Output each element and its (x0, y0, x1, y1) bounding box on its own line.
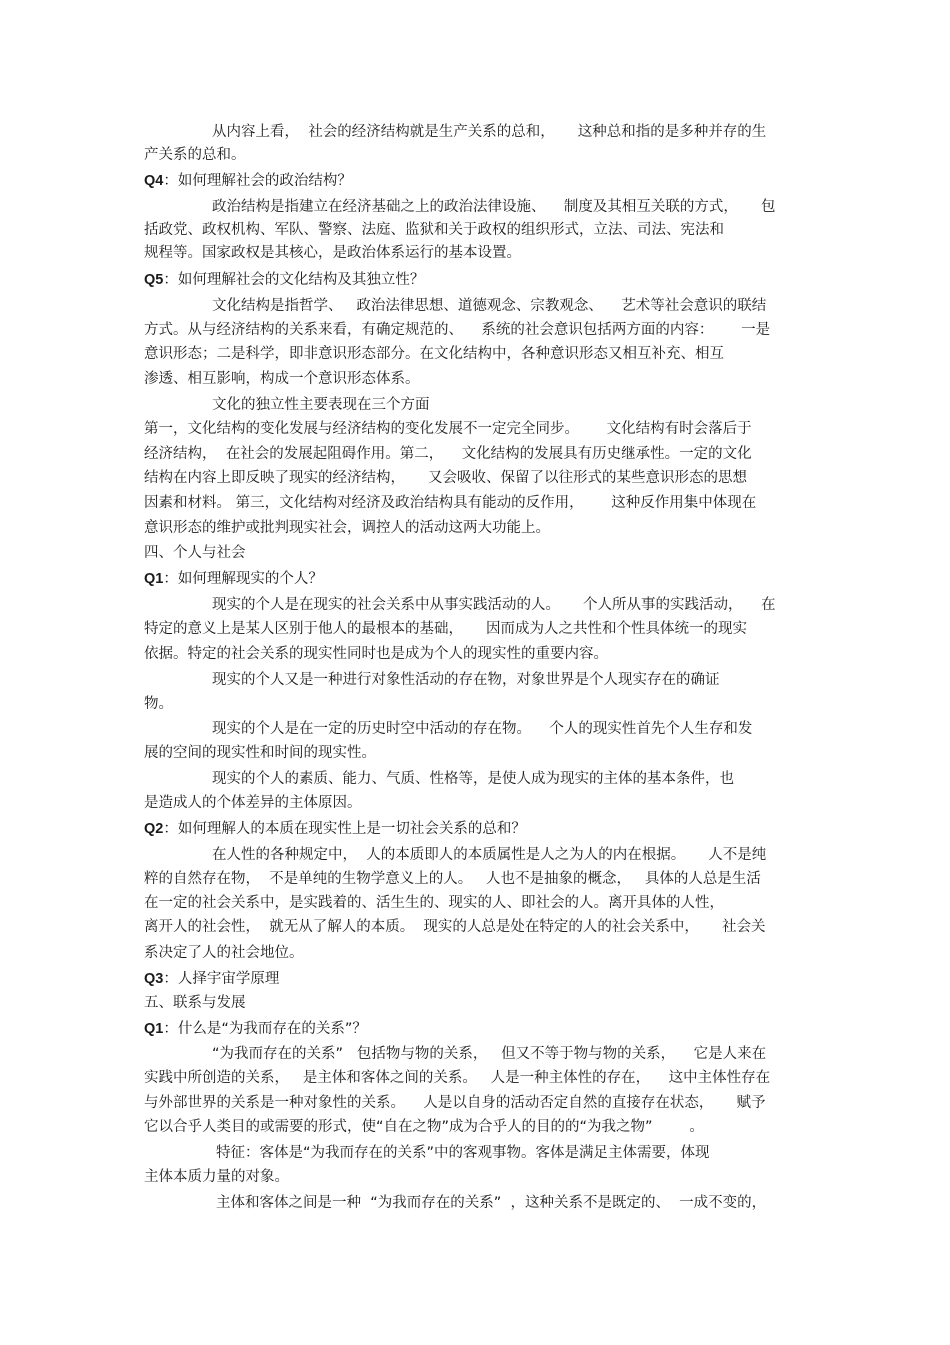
question-label: Q1 (144, 571, 164, 587)
paragraph-line: 意识形态的维护或批判现实社会，调控人的活动这两大功能上。 (144, 520, 550, 536)
paragraph-line: 在一定的社会关系中，是实践着的、活生生的、现实的人、即社会的人。离开具体的人性， (144, 895, 724, 911)
paragraph-line: 展的空间的现实性和时间的现实性。 (144, 745, 376, 761)
paragraph-line: 现实的个人是在一定的历史时空中活动的存在物。 个人的现实性首先个人生存和发 (212, 721, 753, 737)
paragraph-line: 实践中所创造的关系， 是主体和客体之间的关系。 人是一种主体性的存在， 这中主体性存在 (144, 1070, 771, 1086)
question-separator: ： (163, 272, 178, 288)
paragraph-line: 文化的独立性主要表现在三个方面 (212, 397, 430, 413)
section-heading: 五、联系与发展 (144, 995, 246, 1011)
question-label: Q2 (144, 821, 164, 837)
paragraph-line: 粹的自然存在物， 不是单纯的生物学意义上的人。 人也不是抽象的概念， 具体的人总是生活 (144, 871, 761, 887)
question-text: 如何理解现实的个人？ (177, 571, 323, 587)
question-heading (144, 970, 279, 988)
question-label: Q1 (144, 1021, 164, 1037)
paragraph-line: 方式。从与经济结构的关系来看，有确定规范的、 系统的社会意识包括两方面的内容： 一是 (144, 322, 771, 338)
paragraph-line: 特定的意义上是某人区别于他人的最根本的基础， 因而成为人之共性和个性具体统一的现实 (144, 621, 748, 637)
paragraph-line: 现实的个人又是一种进行对象性活动的存在物，对象世界是个人现实存在的确证 (212, 672, 720, 688)
question-heading (144, 1020, 367, 1038)
question-text: 如何理解人的本质在现实性上是一切社会关系的总和？ (177, 821, 526, 837)
question-text: 什么是“为我而存在的关系”？ (177, 1021, 367, 1037)
question-separator: ： (163, 821, 178, 837)
paragraph-line: 文化结构是指哲学、 政治法律思想、道德观念、宗教观念、 艺术等社会意识的联结 (212, 298, 767, 314)
paragraph-line: 依据。特定的社会关系的现实性同时也是成为个人的现实性的重要内容。 (144, 646, 608, 662)
paragraph-line: “为我而存在的关系” 包括物与物的关系， 但又不等于物与物的关系， 它是人来在 (212, 1046, 767, 1062)
question-heading (144, 820, 526, 838)
question-heading (144, 172, 352, 190)
paragraph-line: 结构在内容上即反映了现实的经济结构， 又会吸收、保留了以往形式的某些意识形态的思想 (144, 470, 748, 486)
paragraph-line: 渗透、相互影响，构成一个意识形态体系。 (144, 371, 420, 387)
question-separator: ： (163, 1021, 178, 1037)
question-heading (144, 570, 323, 588)
question-separator: ： (163, 971, 178, 987)
question-text: 如何理解社会的文化结构及其独立性？ (177, 272, 425, 288)
paragraph-line: 主体和客体之间是一种 “为我而存在的关系” ，这种关系不是既定的、 一成不变的， (216, 1195, 767, 1211)
question-label: Q4 (144, 173, 164, 189)
question-label: Q5 (144, 272, 164, 288)
question-label: Q3 (144, 971, 164, 987)
paragraph-line: 规程等。国家政权是其核心，是政治体系运行的基本设置。 (144, 245, 521, 261)
question-heading (144, 271, 424, 289)
paragraph-line: 现实的个人是在现实的社会关系中从事实践活动的人。 个人所从事的实践活动， 在 (212, 597, 776, 613)
question-separator: ： (163, 571, 178, 587)
section-heading: 四、个人与社会 (144, 545, 246, 561)
question-text: 人择宇宙学原理 (177, 971, 280, 987)
paragraph-line: 因素和材料。 第三，文化结构对经济及政治结构具有能动的反作用， 这种反作用集中体现在 (144, 495, 757, 511)
paragraph-line: 与外部世界的关系是一种对象性的关系。 人是以自身的活动否定自然的直接存在状态， 赋予 (144, 1095, 766, 1111)
paragraph-line: 在人性的各种规定中， 人的本质即人的本质属性是人之为人的内在根据。 人不是纯 (212, 847, 767, 863)
paragraph-line: 括政党、政权机构、军队、警察、法庭、监狱和关于政权的组织形式，立法、司法、宪法和 (144, 222, 724, 238)
paragraph-line: 现实的个人的素质、能力、气质、性格等，是使人成为现实的主体的基本条件，也 (212, 771, 734, 787)
question-text: 如何理解社会的政治结构？ (177, 173, 352, 189)
paragraph-line: 物。 (144, 696, 173, 712)
paragraph-line: 意识形态；二是科学，即非意识形态部分。在文化结构中，各种意识形态又相互补充、相互 (144, 346, 724, 362)
question-separator: ： (163, 173, 178, 189)
paragraph-line: 经济结构， 在社会的发展起阻碍作用。第二， 文化结构的发展具有历史继承性。一定的文化 (144, 446, 752, 462)
paragraph-line: 从内容上看， 社会的经济结构就是生产关系的总和， 这种总和指的是多种并存的生 (212, 124, 767, 140)
paragraph-line: 离开人的社会性， 就无从了解人的本质。 现实的人总是处在特定的人的社会关系中， 社会关 (144, 919, 766, 935)
paragraph-line: 主体本质力量的对象。 (144, 1169, 289, 1185)
paragraph-line: 它以合乎人类目的或需要的形式，使“自在之物”成为合乎人的目的的“为我之物” 。 (144, 1119, 704, 1135)
paragraph-line: 政治结构是指建立在经济基础之上的政治法律设施、 制度及其相互关联的方式， 包 (212, 199, 776, 215)
paragraph-line: 是造成人的个体差异的主体原因。 (144, 795, 362, 811)
paragraph-line: 第一，文化结构的变化发展与经济结构的变化发展不一定完全同步。 文化结构有时会落后于 (144, 421, 752, 437)
paragraph-line: 系决定了人的社会地位。 (144, 945, 304, 961)
paragraph-line: 产关系的总和。 (144, 147, 246, 163)
paragraph-line: 特征：客体是“为我而存在的关系”中的客观事物。客体是满足主体需要，体现 (216, 1145, 710, 1161)
